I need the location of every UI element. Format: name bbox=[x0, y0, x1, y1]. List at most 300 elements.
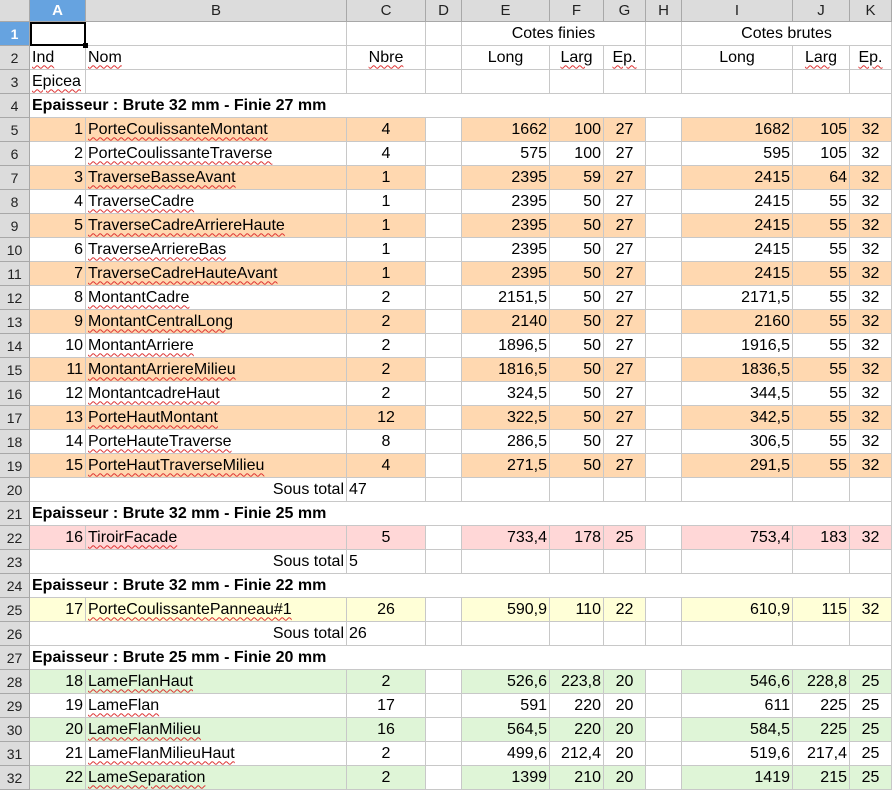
column-header-c[interactable]: C bbox=[347, 0, 426, 22]
finished-length[interactable]: 575 bbox=[462, 142, 550, 166]
finished-width[interactable]: 223,8 bbox=[550, 670, 604, 694]
raw-thickness[interactable]: 25 bbox=[850, 766, 892, 790]
finished-width[interactable]: 220 bbox=[550, 718, 604, 742]
part-quantity[interactable]: 26 bbox=[347, 598, 426, 622]
raw-width[interactable]: 55 bbox=[793, 190, 850, 214]
empty-cell[interactable] bbox=[426, 742, 462, 766]
raw-length[interactable]: 2160 bbox=[682, 310, 793, 334]
finished-thickness[interactable]: 27 bbox=[604, 238, 646, 262]
raw-thickness[interactable]: 25 bbox=[850, 718, 892, 742]
finished-thickness[interactable]: 27 bbox=[604, 262, 646, 286]
raw-thickness[interactable]: 32 bbox=[850, 430, 892, 454]
row-header[interactable]: 15 bbox=[0, 358, 30, 382]
finished-length[interactable]: 733,4 bbox=[462, 526, 550, 550]
empty-cell[interactable] bbox=[426, 214, 462, 238]
raw-length[interactable]: 2415 bbox=[682, 262, 793, 286]
part-name[interactable]: LameFlanHaut bbox=[86, 670, 347, 694]
cell-c1[interactable] bbox=[347, 22, 426, 46]
row-header[interactable]: 17 bbox=[0, 406, 30, 430]
row-header[interactable]: 5 bbox=[0, 118, 30, 142]
raw-thickness[interactable]: 32 bbox=[850, 310, 892, 334]
empty-cell[interactable] bbox=[426, 70, 462, 94]
part-name[interactable]: PorteCoulissanteTraverse bbox=[86, 142, 347, 166]
finished-length[interactable]: 2395 bbox=[462, 262, 550, 286]
raw-thickness[interactable]: 32 bbox=[850, 358, 892, 382]
finished-width[interactable]: 100 bbox=[550, 118, 604, 142]
part-index[interactable]: 22 bbox=[30, 766, 86, 790]
raw-width[interactable]: 55 bbox=[793, 238, 850, 262]
empty-cell[interactable] bbox=[646, 478, 682, 502]
raw-length[interactable]: 344,5 bbox=[682, 382, 793, 406]
part-name[interactable]: TraverseCadreArriereHaute bbox=[86, 214, 347, 238]
empty-cell[interactable] bbox=[426, 286, 462, 310]
raw-thickness[interactable]: 32 bbox=[850, 118, 892, 142]
row-header[interactable]: 21 bbox=[0, 502, 30, 526]
part-quantity[interactable]: 2 bbox=[347, 358, 426, 382]
empty-cell[interactable] bbox=[850, 478, 892, 502]
raw-length[interactable]: 753,4 bbox=[682, 526, 793, 550]
part-index[interactable]: 10 bbox=[30, 334, 86, 358]
finished-thickness[interactable]: 27 bbox=[604, 214, 646, 238]
empty-cell[interactable] bbox=[426, 718, 462, 742]
raw-width[interactable]: 55 bbox=[793, 430, 850, 454]
empty-cell[interactable] bbox=[426, 670, 462, 694]
column-label-nom[interactable]: Nom bbox=[86, 46, 347, 70]
empty-cell[interactable] bbox=[426, 166, 462, 190]
cell-b1[interactable] bbox=[86, 22, 347, 46]
column-label-ep_f[interactable]: Ep. bbox=[604, 46, 646, 70]
finished-thickness[interactable]: 27 bbox=[604, 286, 646, 310]
finished-length[interactable]: 1896,5 bbox=[462, 334, 550, 358]
raw-thickness[interactable]: 32 bbox=[850, 598, 892, 622]
finished-thickness[interactable]: 27 bbox=[604, 382, 646, 406]
raw-thickness[interactable]: 32 bbox=[850, 454, 892, 478]
empty-cell[interactable] bbox=[426, 430, 462, 454]
raw-thickness[interactable]: 32 bbox=[850, 190, 892, 214]
row-header[interactable]: 23 bbox=[0, 550, 30, 574]
part-quantity[interactable]: 1 bbox=[347, 262, 426, 286]
column-label-ind[interactable]: Ind bbox=[30, 46, 86, 70]
empty-cell[interactable] bbox=[462, 550, 550, 574]
empty-cell[interactable] bbox=[646, 670, 682, 694]
part-quantity[interactable]: 2 bbox=[347, 670, 426, 694]
raw-width[interactable]: 215 bbox=[793, 766, 850, 790]
empty-cell[interactable] bbox=[646, 214, 682, 238]
column-label-ep_b[interactable]: Ep. bbox=[850, 46, 892, 70]
finished-length[interactable]: 2140 bbox=[462, 310, 550, 334]
empty-cell[interactable] bbox=[646, 718, 682, 742]
empty-cell[interactable] bbox=[646, 550, 682, 574]
part-name[interactable]: MontantCentralLong bbox=[86, 310, 347, 334]
raw-length[interactable]: 291,5 bbox=[682, 454, 793, 478]
raw-thickness[interactable]: 32 bbox=[850, 526, 892, 550]
part-index[interactable]: 16 bbox=[30, 526, 86, 550]
finished-width[interactable]: 50 bbox=[550, 190, 604, 214]
finished-width[interactable]: 50 bbox=[550, 430, 604, 454]
finished-length[interactable]: 286,5 bbox=[462, 430, 550, 454]
raw-width[interactable]: 105 bbox=[793, 118, 850, 142]
finished-width[interactable]: 50 bbox=[550, 358, 604, 382]
part-name[interactable]: LameFlan bbox=[86, 694, 347, 718]
finished-thickness[interactable]: 25 bbox=[604, 526, 646, 550]
subtotal-value[interactable]: 47 bbox=[347, 478, 426, 502]
empty-cell[interactable] bbox=[426, 454, 462, 478]
empty-cell[interactable] bbox=[646, 430, 682, 454]
empty-cell[interactable] bbox=[646, 622, 682, 646]
section-title[interactable]: Epaisseur : Brute 32 mm - Finie 27 mm bbox=[30, 94, 892, 118]
part-quantity[interactable]: 1 bbox=[347, 214, 426, 238]
raw-length[interactable]: 1419 bbox=[682, 766, 793, 790]
part-quantity[interactable]: 8 bbox=[347, 430, 426, 454]
cotes-finies-header[interactable]: Cotes finies bbox=[462, 22, 646, 46]
finished-thickness[interactable]: 27 bbox=[604, 334, 646, 358]
raw-width[interactable]: 217,4 bbox=[793, 742, 850, 766]
row-header[interactable]: 11 bbox=[0, 262, 30, 286]
empty-cell[interactable] bbox=[682, 622, 793, 646]
row-header[interactable]: 12 bbox=[0, 286, 30, 310]
empty-cell[interactable] bbox=[793, 550, 850, 574]
raw-width[interactable]: 55 bbox=[793, 334, 850, 358]
empty-cell[interactable] bbox=[793, 622, 850, 646]
empty-cell[interactable] bbox=[682, 550, 793, 574]
finished-width[interactable]: 178 bbox=[550, 526, 604, 550]
empty-cell[interactable] bbox=[646, 598, 682, 622]
row-header[interactable]: 6 bbox=[0, 142, 30, 166]
finished-thickness[interactable]: 27 bbox=[604, 310, 646, 334]
empty-cell[interactable] bbox=[646, 526, 682, 550]
raw-width[interactable]: 228,8 bbox=[793, 670, 850, 694]
raw-width[interactable]: 55 bbox=[793, 214, 850, 238]
finished-width[interactable]: 50 bbox=[550, 238, 604, 262]
empty-cell[interactable] bbox=[426, 334, 462, 358]
empty-cell[interactable] bbox=[426, 694, 462, 718]
raw-width[interactable]: 55 bbox=[793, 286, 850, 310]
finished-thickness[interactable]: 20 bbox=[604, 670, 646, 694]
empty-cell[interactable] bbox=[793, 70, 850, 94]
raw-width[interactable]: 115 bbox=[793, 598, 850, 622]
raw-thickness[interactable]: 32 bbox=[850, 382, 892, 406]
finished-length[interactable]: 526,6 bbox=[462, 670, 550, 694]
finished-width[interactable]: 50 bbox=[550, 406, 604, 430]
empty-cell[interactable] bbox=[604, 70, 646, 94]
part-quantity[interactable]: 1 bbox=[347, 238, 426, 262]
active-cell-a1[interactable] bbox=[30, 22, 86, 46]
empty-cell[interactable] bbox=[646, 190, 682, 214]
raw-width[interactable]: 225 bbox=[793, 694, 850, 718]
raw-length[interactable]: 1836,5 bbox=[682, 358, 793, 382]
empty-cell[interactable] bbox=[426, 310, 462, 334]
empty-cell[interactable] bbox=[462, 478, 550, 502]
empty-cell[interactable] bbox=[426, 766, 462, 790]
part-quantity[interactable]: 2 bbox=[347, 310, 426, 334]
part-index[interactable]: 14 bbox=[30, 430, 86, 454]
finished-thickness[interactable]: 27 bbox=[604, 118, 646, 142]
finished-length[interactable]: 1399 bbox=[462, 766, 550, 790]
row-header[interactable]: 13 bbox=[0, 310, 30, 334]
raw-length[interactable]: 342,5 bbox=[682, 406, 793, 430]
part-index[interactable]: 18 bbox=[30, 670, 86, 694]
part-index[interactable]: 19 bbox=[30, 694, 86, 718]
row-header[interactable]: 10 bbox=[0, 238, 30, 262]
empty-cell[interactable] bbox=[550, 70, 604, 94]
part-quantity[interactable]: 5 bbox=[347, 526, 426, 550]
part-index[interactable]: 4 bbox=[30, 190, 86, 214]
row-header[interactable]: 2 bbox=[0, 46, 30, 70]
column-label-larg_b[interactable]: Larg bbox=[793, 46, 850, 70]
finished-thickness[interactable]: 27 bbox=[604, 190, 646, 214]
empty-cell[interactable] bbox=[426, 190, 462, 214]
finished-length[interactable]: 1816,5 bbox=[462, 358, 550, 382]
empty-cell[interactable] bbox=[426, 478, 462, 502]
finished-length[interactable]: 271,5 bbox=[462, 454, 550, 478]
part-quantity[interactable]: 2 bbox=[347, 286, 426, 310]
finished-length[interactable]: 564,5 bbox=[462, 718, 550, 742]
finished-length[interactable]: 2395 bbox=[462, 214, 550, 238]
empty-cell[interactable] bbox=[850, 550, 892, 574]
part-quantity[interactable]: 1 bbox=[347, 190, 426, 214]
empty-cell[interactable] bbox=[646, 382, 682, 406]
empty-cell[interactable] bbox=[462, 70, 550, 94]
part-name[interactable]: PorteHautMontant bbox=[86, 406, 347, 430]
row-header[interactable]: 29 bbox=[0, 694, 30, 718]
subtotal-value[interactable]: 26 bbox=[347, 622, 426, 646]
part-quantity[interactable]: 2 bbox=[347, 766, 426, 790]
raw-length[interactable]: 2415 bbox=[682, 214, 793, 238]
raw-width[interactable]: 64 bbox=[793, 166, 850, 190]
column-header-j[interactable]: J bbox=[793, 0, 850, 22]
empty-cell[interactable] bbox=[426, 382, 462, 406]
empty-cell[interactable] bbox=[850, 622, 892, 646]
row-header[interactable]: 31 bbox=[0, 742, 30, 766]
part-name[interactable]: TraverseBasseAvant bbox=[86, 166, 347, 190]
empty-cell[interactable] bbox=[550, 478, 604, 502]
empty-cell[interactable] bbox=[604, 622, 646, 646]
row-header[interactable]: 16 bbox=[0, 382, 30, 406]
part-index[interactable]: 6 bbox=[30, 238, 86, 262]
empty-cell[interactable] bbox=[426, 118, 462, 142]
finished-thickness[interactable]: 27 bbox=[604, 142, 646, 166]
empty-cell[interactable] bbox=[426, 46, 462, 70]
column-header-a[interactable]: A bbox=[30, 0, 86, 22]
finished-thickness[interactable]: 20 bbox=[604, 694, 646, 718]
raw-thickness[interactable]: 32 bbox=[850, 142, 892, 166]
finished-width[interactable]: 110 bbox=[550, 598, 604, 622]
finished-length[interactable]: 1662 bbox=[462, 118, 550, 142]
raw-length[interactable]: 2415 bbox=[682, 166, 793, 190]
empty-cell[interactable] bbox=[646, 694, 682, 718]
empty-cell[interactable] bbox=[462, 622, 550, 646]
part-name[interactable]: TiroirFacade bbox=[86, 526, 347, 550]
raw-length[interactable]: 584,5 bbox=[682, 718, 793, 742]
column-header-k[interactable]: K bbox=[850, 0, 892, 22]
subtotal-value[interactable]: 5 bbox=[347, 550, 426, 574]
part-name[interactable]: MontantArriereMilieu bbox=[86, 358, 347, 382]
part-name[interactable]: TraverseArriereBas bbox=[86, 238, 347, 262]
row-header[interactable]: 26 bbox=[0, 622, 30, 646]
raw-thickness[interactable]: 32 bbox=[850, 238, 892, 262]
part-name[interactable]: TraverseCadreHauteAvant bbox=[86, 262, 347, 286]
empty-cell[interactable] bbox=[550, 622, 604, 646]
row-header[interactable]: 8 bbox=[0, 190, 30, 214]
part-name[interactable]: LameSeparation bbox=[86, 766, 347, 790]
empty-cell[interactable] bbox=[426, 526, 462, 550]
finished-length[interactable]: 590,9 bbox=[462, 598, 550, 622]
empty-cell[interactable] bbox=[646, 310, 682, 334]
column-label-long_b[interactable]: Long bbox=[682, 46, 793, 70]
finished-thickness[interactable]: 27 bbox=[604, 406, 646, 430]
part-index[interactable]: 13 bbox=[30, 406, 86, 430]
empty-cell[interactable] bbox=[426, 142, 462, 166]
part-quantity[interactable]: 12 bbox=[347, 406, 426, 430]
part-quantity[interactable]: 4 bbox=[347, 142, 426, 166]
raw-width[interactable]: 55 bbox=[793, 310, 850, 334]
finished-width[interactable]: 210 bbox=[550, 766, 604, 790]
finished-length[interactable]: 499,6 bbox=[462, 742, 550, 766]
raw-thickness[interactable]: 32 bbox=[850, 334, 892, 358]
finished-width[interactable]: 50 bbox=[550, 286, 604, 310]
finished-width[interactable]: 50 bbox=[550, 310, 604, 334]
column-label-nbre[interactable]: Nbre bbox=[347, 46, 426, 70]
row-header[interactable]: 18 bbox=[0, 430, 30, 454]
finished-thickness[interactable]: 22 bbox=[604, 598, 646, 622]
finished-thickness[interactable]: 27 bbox=[604, 430, 646, 454]
finished-width[interactable]: 50 bbox=[550, 214, 604, 238]
empty-cell[interactable] bbox=[347, 70, 426, 94]
raw-length[interactable]: 611 bbox=[682, 694, 793, 718]
column-header-f[interactable]: F bbox=[550, 0, 604, 22]
empty-cell[interactable] bbox=[426, 622, 462, 646]
empty-cell[interactable] bbox=[646, 334, 682, 358]
finished-thickness[interactable]: 27 bbox=[604, 454, 646, 478]
empty-cell[interactable] bbox=[604, 550, 646, 574]
raw-length[interactable]: 519,6 bbox=[682, 742, 793, 766]
finished-thickness[interactable]: 20 bbox=[604, 742, 646, 766]
raw-length[interactable]: 546,6 bbox=[682, 670, 793, 694]
raw-length[interactable]: 610,9 bbox=[682, 598, 793, 622]
section-title[interactable]: Epaisseur : Brute 32 mm - Finie 22 mm bbox=[30, 574, 892, 598]
subtotal-label[interactable]: Sous total bbox=[30, 622, 347, 646]
empty-cell[interactable] bbox=[426, 238, 462, 262]
raw-length[interactable]: 2171,5 bbox=[682, 286, 793, 310]
finished-length[interactable]: 322,5 bbox=[462, 406, 550, 430]
empty-cell[interactable] bbox=[682, 478, 793, 502]
part-index[interactable]: 8 bbox=[30, 286, 86, 310]
empty-cell[interactable] bbox=[426, 358, 462, 382]
column-header-b[interactable]: B bbox=[86, 0, 347, 22]
section-title[interactable]: Epaisseur : Brute 25 mm - Finie 20 mm bbox=[30, 646, 892, 670]
row-header[interactable]: 9 bbox=[0, 214, 30, 238]
empty-cell[interactable] bbox=[646, 286, 682, 310]
part-index[interactable]: 21 bbox=[30, 742, 86, 766]
raw-width[interactable]: 105 bbox=[793, 142, 850, 166]
part-quantity[interactable]: 2 bbox=[347, 334, 426, 358]
cotes-brutes-header[interactable]: Cotes brutes bbox=[682, 22, 892, 46]
empty-cell[interactable] bbox=[426, 598, 462, 622]
part-index[interactable]: 17 bbox=[30, 598, 86, 622]
row-header[interactable]: 20 bbox=[0, 478, 30, 502]
row-header[interactable]: 14 bbox=[0, 334, 30, 358]
column-label-larg_f[interactable]: Larg bbox=[550, 46, 604, 70]
raw-width[interactable]: 183 bbox=[793, 526, 850, 550]
row-header[interactable]: 27 bbox=[0, 646, 30, 670]
part-index[interactable]: 11 bbox=[30, 358, 86, 382]
empty-cell[interactable] bbox=[646, 142, 682, 166]
part-name[interactable]: PorteHauteTraverse bbox=[86, 430, 347, 454]
part-index[interactable]: 7 bbox=[30, 262, 86, 286]
part-index[interactable]: 20 bbox=[30, 718, 86, 742]
raw-length[interactable]: 2415 bbox=[682, 238, 793, 262]
row-header[interactable]: 30 bbox=[0, 718, 30, 742]
finished-thickness[interactable]: 20 bbox=[604, 766, 646, 790]
finished-thickness[interactable]: 27 bbox=[604, 358, 646, 382]
cell-h1[interactable] bbox=[646, 22, 682, 46]
empty-cell[interactable] bbox=[426, 262, 462, 286]
part-quantity[interactable]: 17 bbox=[347, 694, 426, 718]
raw-width[interactable]: 55 bbox=[793, 262, 850, 286]
empty-cell[interactable] bbox=[550, 550, 604, 574]
row-header[interactable]: 24 bbox=[0, 574, 30, 598]
empty-cell[interactable] bbox=[682, 70, 793, 94]
part-name[interactable]: MontantArriere bbox=[86, 334, 347, 358]
part-index[interactable]: 12 bbox=[30, 382, 86, 406]
empty-cell[interactable] bbox=[793, 478, 850, 502]
finished-length[interactable]: 591 bbox=[462, 694, 550, 718]
subtotal-label[interactable]: Sous total bbox=[30, 478, 347, 502]
row-header[interactable]: 19 bbox=[0, 454, 30, 478]
row-header[interactable]: 1 bbox=[0, 22, 30, 46]
raw-width[interactable]: 55 bbox=[793, 454, 850, 478]
part-index[interactable]: 15 bbox=[30, 454, 86, 478]
finished-length[interactable]: 2151,5 bbox=[462, 286, 550, 310]
empty-cell[interactable] bbox=[426, 406, 462, 430]
raw-width[interactable]: 55 bbox=[793, 406, 850, 430]
finished-thickness[interactable]: 20 bbox=[604, 718, 646, 742]
column-header-e[interactable]: E bbox=[462, 0, 550, 22]
cell-d1[interactable] bbox=[426, 22, 462, 46]
empty-cell[interactable] bbox=[646, 262, 682, 286]
row-header[interactable]: 22 bbox=[0, 526, 30, 550]
row-header[interactable]: 32 bbox=[0, 766, 30, 790]
empty-cell[interactable] bbox=[646, 358, 682, 382]
empty-cell[interactable] bbox=[604, 478, 646, 502]
subtotal-label[interactable]: Sous total bbox=[30, 550, 347, 574]
part-name[interactable]: PorteHautTraverseMilieu bbox=[86, 454, 347, 478]
empty-cell[interactable] bbox=[850, 70, 892, 94]
raw-thickness[interactable]: 32 bbox=[850, 406, 892, 430]
part-index[interactable]: 3 bbox=[30, 166, 86, 190]
raw-thickness[interactable]: 25 bbox=[850, 670, 892, 694]
empty-cell[interactable] bbox=[646, 454, 682, 478]
part-quantity[interactable]: 4 bbox=[347, 454, 426, 478]
raw-length[interactable]: 2415 bbox=[682, 190, 793, 214]
column-header-d[interactable]: D bbox=[426, 0, 462, 22]
part-quantity[interactable]: 16 bbox=[347, 718, 426, 742]
part-index[interactable]: 5 bbox=[30, 214, 86, 238]
empty-cell[interactable] bbox=[646, 46, 682, 70]
part-name[interactable]: TraverseCadre bbox=[86, 190, 347, 214]
section-title[interactable]: Epaisseur : Brute 32 mm - Finie 25 mm bbox=[30, 502, 892, 526]
part-name[interactable]: PorteCoulissantePanneau#1 bbox=[86, 598, 347, 622]
raw-thickness[interactable]: 32 bbox=[850, 286, 892, 310]
raw-length[interactable]: 306,5 bbox=[682, 430, 793, 454]
empty-cell[interactable] bbox=[646, 118, 682, 142]
finished-width[interactable]: 212,4 bbox=[550, 742, 604, 766]
part-quantity[interactable]: 4 bbox=[347, 118, 426, 142]
empty-cell[interactable] bbox=[646, 238, 682, 262]
column-header-i[interactable]: I bbox=[682, 0, 793, 22]
finished-width[interactable]: 100 bbox=[550, 142, 604, 166]
row-header[interactable]: 7 bbox=[0, 166, 30, 190]
